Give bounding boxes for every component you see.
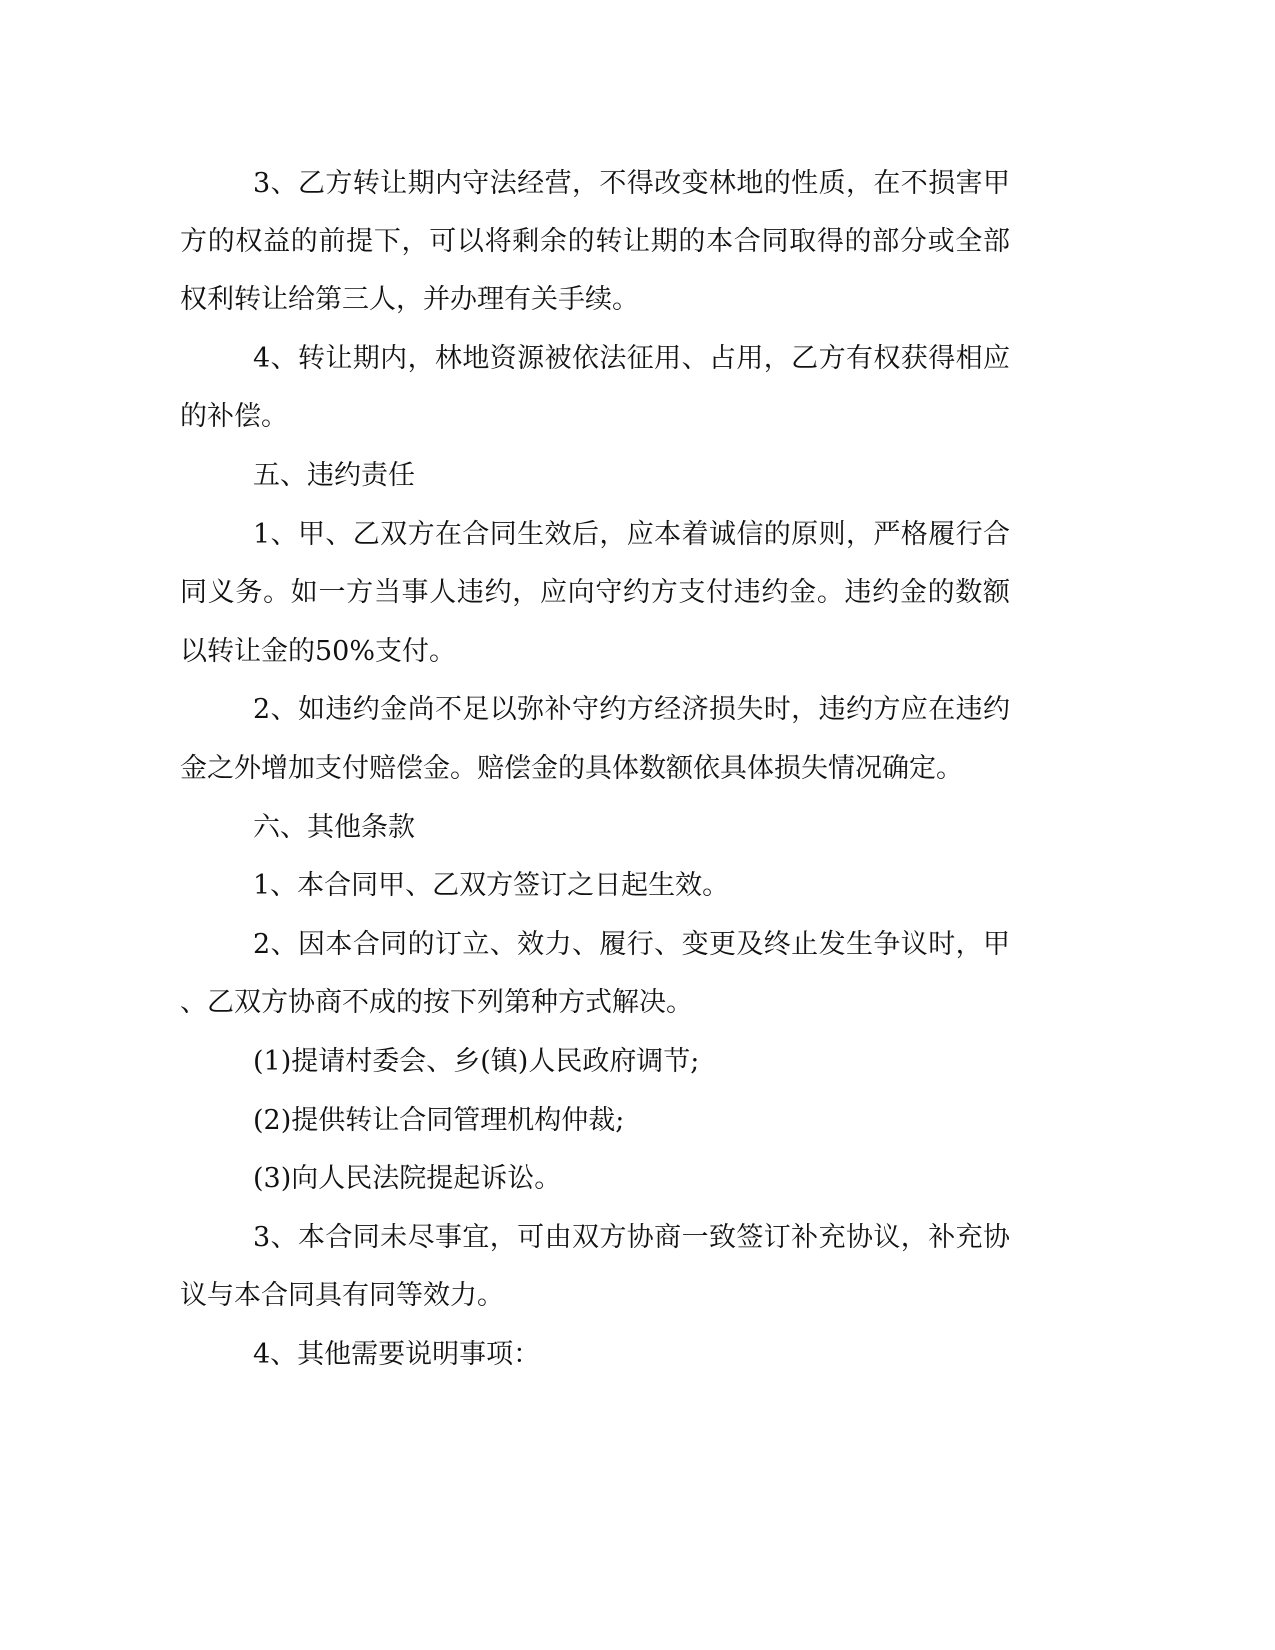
clause-6-3-line-2: 议与本合同具有同等效力。: [180, 1280, 504, 1311]
clause-5-1-line-1: 1、甲、乙双方在合同生效后，应本着诚信的原则，严格履行合: [253, 519, 1010, 550]
clause-4-3-line-1: 3、乙方转让期内守法经营，不得改变林地的性质，在不损害甲: [253, 168, 1010, 199]
clause-5-2-line-1: 2、如违约金尚不足以弥补守约方经济损失时，违约方应在违约: [253, 694, 1010, 725]
clause-5-1-line-2: 同义务。如一方当事人违约，应向守约方支付违约金。违约金的数额: [180, 577, 1010, 608]
clause-6-2-line-1: 2、因本合同的订立、效力、履行、变更及终止发生争议时，甲: [253, 929, 1010, 960]
clause-5-1-line-3: 以转让金的50%支付。: [180, 636, 457, 667]
clause-4-3-line-3: 权利转让给第三人，并办理有关手续。: [180, 284, 639, 315]
clause-4-4-line-2: 的补偿。: [180, 401, 288, 432]
clause-5-2-line-2: 金之外增加支付赔偿金。赔偿金的具体数额依具体损失情况确定。: [180, 753, 963, 784]
clause-6-2-option-2: (2)提供转让合同管理机构仲裁;: [253, 1105, 625, 1136]
clause-4-3-line-2: 方的权益的前提下，可以将剩余的转让期的本合同取得的部分或全部: [180, 226, 1010, 257]
clause-6-2-option-3: (3)向人民法院提起诉讼。: [253, 1163, 562, 1194]
clause-6-1: 1、本合同甲、乙双方签订之日起生效。: [253, 870, 730, 901]
clause-6-3-line-1: 3、本合同未尽事宜，可由双方协商一致签订补充协议，补充协: [253, 1222, 1010, 1253]
clause-6-2-option-1: (1)提请村委会、乡(镇)人民政府调节;: [253, 1046, 700, 1077]
clause-6-2-line-2: 、乙双方协商不成的按下列第种方式解决。: [180, 987, 693, 1018]
section-6-heading: 六、其他条款: [253, 812, 415, 843]
clause-6-4: 4、其他需要说明事项：: [253, 1339, 541, 1370]
section-5-heading: 五、违约责任: [253, 460, 415, 491]
clause-4-4-line-1: 4、转让期内，林地资源被依法征用、占用，乙方有权获得相应: [253, 343, 1010, 374]
